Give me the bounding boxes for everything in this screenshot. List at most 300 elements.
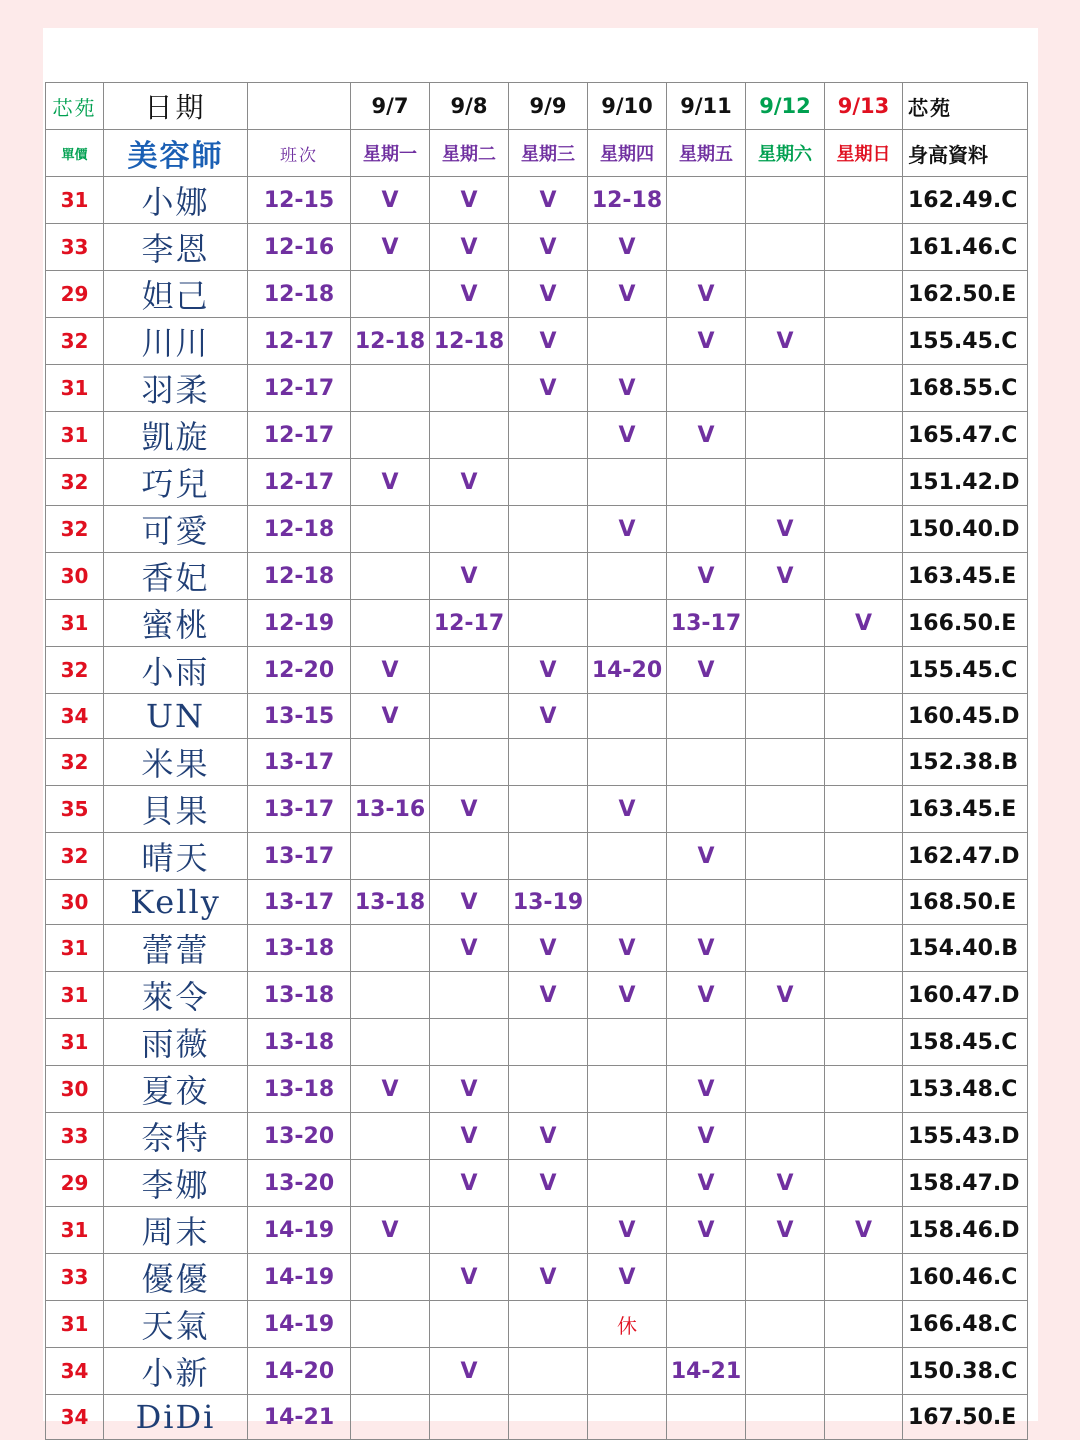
day-7-cell <box>825 1066 903 1113</box>
day-6-cell <box>746 1019 825 1066</box>
unit-price-cell: 31 <box>46 925 104 972</box>
day-2-cell: 12-18 <box>430 318 509 365</box>
day-5-cell <box>667 880 746 925</box>
day-5-cell <box>667 365 746 412</box>
day-3-cell: V <box>509 925 588 972</box>
shift-cell: 13-17 <box>248 880 351 925</box>
day-1-cell: V <box>351 1066 430 1113</box>
beautician-name-cell: 李娜 <box>104 1160 248 1207</box>
day-1-cell <box>351 506 430 553</box>
table-row <box>46 506 1028 553</box>
day-5-cell: V <box>667 925 746 972</box>
day-6-cell <box>746 1254 825 1301</box>
height-data-cell: 152.38.B <box>903 739 1028 786</box>
weekday-5: 星期五 <box>667 130 746 177</box>
day-7-cell <box>825 412 903 459</box>
table-row <box>46 177 1028 224</box>
day-2-cell: 12-17 <box>430 600 509 647</box>
day-6-cell <box>746 880 825 925</box>
table-row <box>46 880 1028 925</box>
table-row <box>46 1301 1028 1348</box>
day-4-cell: V <box>588 224 667 271</box>
day-3-cell: 13-19 <box>509 880 588 925</box>
day-3-cell <box>509 506 588 553</box>
day-3-cell: V <box>509 224 588 271</box>
day-3-cell: V <box>509 647 588 694</box>
table-row <box>46 553 1028 600</box>
beautician-name-cell: 巧兒 <box>104 459 248 506</box>
day-5-cell <box>667 177 746 224</box>
day-6-cell <box>746 647 825 694</box>
beautician-name-cell: 小新 <box>104 1348 248 1395</box>
day-7-cell <box>825 459 903 506</box>
day-1-cell <box>351 739 430 786</box>
day-5-cell: V <box>667 972 746 1019</box>
table-row <box>46 694 1028 739</box>
day-2-cell: V <box>430 224 509 271</box>
day-3-cell <box>509 412 588 459</box>
table-row <box>46 739 1028 786</box>
header-row-labels <box>46 130 1028 177</box>
shift-cell: 12-17 <box>248 365 351 412</box>
shift-cell: 13-20 <box>248 1113 351 1160</box>
day-6-cell <box>746 1113 825 1160</box>
height-data-cell: 160.47.D <box>903 972 1028 1019</box>
day-6-cell <box>746 786 825 833</box>
shift-cell: 12-19 <box>248 600 351 647</box>
beautician-name-cell: 米果 <box>104 739 248 786</box>
beautician-name-cell: UN <box>104 694 248 739</box>
day-4-cell <box>588 553 667 600</box>
date-1: 9/7 <box>351 83 430 130</box>
weekday-3: 星期三 <box>509 130 588 177</box>
day-4-cell <box>588 459 667 506</box>
day-1-cell: V <box>351 459 430 506</box>
height-data-cell: 162.47.D <box>903 833 1028 880</box>
header-blank-cell <box>248 83 351 130</box>
day-6-cell <box>746 365 825 412</box>
brand-right: 芯苑 <box>903 83 1028 130</box>
day-1-cell: 13-18 <box>351 880 430 925</box>
height-data-cell: 161.46.C <box>903 224 1028 271</box>
day-4-cell: 12-18 <box>588 177 667 224</box>
day-6-cell <box>746 925 825 972</box>
day-2-cell: V <box>430 880 509 925</box>
unit-price-cell: 30 <box>46 553 104 600</box>
day-1-cell <box>351 600 430 647</box>
day-5-cell: 14-21 <box>667 1348 746 1395</box>
day-5-cell: V <box>667 1066 746 1113</box>
height-data-cell: 155.45.C <box>903 318 1028 365</box>
height-data-cell: 168.55.C <box>903 365 1028 412</box>
day-5-cell <box>667 224 746 271</box>
beautician-name-cell: 小娜 <box>104 177 248 224</box>
day-5-cell <box>667 1019 746 1066</box>
weekday-7: 星期日 <box>825 130 903 177</box>
table-row <box>46 1395 1028 1440</box>
table-row <box>46 833 1028 880</box>
shift-cell: 14-21 <box>248 1395 351 1440</box>
height-data-cell: 151.42.D <box>903 459 1028 506</box>
day-3-cell: V <box>509 1254 588 1301</box>
height-data-cell: 162.49.C <box>903 177 1028 224</box>
beautician-name-cell: DiDi <box>104 1395 248 1440</box>
table-row <box>46 972 1028 1019</box>
day-4-cell <box>588 1113 667 1160</box>
unit-price-cell: 32 <box>46 506 104 553</box>
unit-price-cell: 34 <box>46 1348 104 1395</box>
height-label: 身高資料 <box>903 130 1028 177</box>
table-row <box>46 365 1028 412</box>
shift-cell: 14-19 <box>248 1254 351 1301</box>
shift-cell: 13-18 <box>248 925 351 972</box>
day-7-cell <box>825 925 903 972</box>
day-2-cell <box>430 1301 509 1348</box>
day-1-cell <box>351 1348 430 1395</box>
day-7-cell <box>825 739 903 786</box>
day-3-cell <box>509 459 588 506</box>
unit-price-cell: 32 <box>46 833 104 880</box>
day-1-cell <box>351 925 430 972</box>
day-6-cell <box>746 1301 825 1348</box>
beautician-name-cell: 香妃 <box>104 553 248 600</box>
day-4-cell: V <box>588 972 667 1019</box>
day-1-cell <box>351 1160 430 1207</box>
unit-price-cell: 30 <box>46 1066 104 1113</box>
shift-cell: 12-15 <box>248 177 351 224</box>
day-2-cell <box>430 739 509 786</box>
table-row <box>46 412 1028 459</box>
day-3-cell <box>509 786 588 833</box>
beautician-name-cell: 凱旋 <box>104 412 248 459</box>
day-1-cell <box>351 365 430 412</box>
unit-price-cell: 31 <box>46 177 104 224</box>
day-3-cell <box>509 553 588 600</box>
day-5-cell: V <box>667 1113 746 1160</box>
weekday-1: 星期一 <box>351 130 430 177</box>
shift-cell: 13-15 <box>248 694 351 739</box>
date-4: 9/10 <box>588 83 667 130</box>
table-row <box>46 271 1028 318</box>
day-7-cell <box>825 224 903 271</box>
unit-price-cell: 34 <box>46 1395 104 1440</box>
beautician-name-cell: 川川 <box>104 318 248 365</box>
day-7-cell <box>825 177 903 224</box>
day-7-cell <box>825 1113 903 1160</box>
day-2-cell <box>430 647 509 694</box>
day-1-cell <box>351 412 430 459</box>
height-data-cell: 166.50.E <box>903 600 1028 647</box>
day-7-cell <box>825 786 903 833</box>
unit-price-cell: 34 <box>46 694 104 739</box>
beautician-name-cell: 奈特 <box>104 1113 248 1160</box>
day-1-cell <box>351 1301 430 1348</box>
day-1-cell <box>351 553 430 600</box>
day-7-cell <box>825 271 903 318</box>
day-5-cell <box>667 1301 746 1348</box>
day-4-cell: V <box>588 1254 667 1301</box>
day-6-cell: V <box>746 318 825 365</box>
day-2-cell: V <box>430 459 509 506</box>
unit-price-cell: 31 <box>46 1207 104 1254</box>
beautician-name-cell: 妲己 <box>104 271 248 318</box>
height-data-cell: 154.40.B <box>903 925 1028 972</box>
day-4-cell: 14-20 <box>588 647 667 694</box>
day-6-cell <box>746 1066 825 1113</box>
day-1-cell: V <box>351 694 430 739</box>
day-4-cell <box>588 694 667 739</box>
height-data-cell: 150.40.D <box>903 506 1028 553</box>
day-2-cell <box>430 972 509 1019</box>
unit-price-cell: 35 <box>46 786 104 833</box>
day-7-cell <box>825 833 903 880</box>
day-3-cell: V <box>509 365 588 412</box>
beautician-name-cell: Kelly <box>104 880 248 925</box>
unit-price-cell: 33 <box>46 224 104 271</box>
day-2-cell <box>430 506 509 553</box>
day-7-cell <box>825 318 903 365</box>
day-4-cell <box>588 1348 667 1395</box>
day-4-cell: V <box>588 786 667 833</box>
height-data-cell: 162.50.E <box>903 271 1028 318</box>
shift-cell: 13-17 <box>248 739 351 786</box>
unit-price-cell: 32 <box>46 459 104 506</box>
day-6-cell <box>746 600 825 647</box>
day-7-cell <box>825 365 903 412</box>
unit-price-cell: 32 <box>46 318 104 365</box>
table-row <box>46 925 1028 972</box>
date-6: 9/12 <box>746 83 825 130</box>
height-data-cell: 168.50.E <box>903 880 1028 925</box>
day-4-cell: V <box>588 925 667 972</box>
day-5-cell: V <box>667 833 746 880</box>
weekday-4: 星期四 <box>588 130 667 177</box>
day-7-cell <box>825 694 903 739</box>
day-7-cell <box>825 506 903 553</box>
day-4-cell <box>588 600 667 647</box>
day-7-cell <box>825 1301 903 1348</box>
day-4-cell: V <box>588 365 667 412</box>
shift-cell: 12-20 <box>248 647 351 694</box>
day-7-cell <box>825 647 903 694</box>
day-6-cell <box>746 694 825 739</box>
date-5: 9/11 <box>667 83 746 130</box>
beautician-name-cell: 可愛 <box>104 506 248 553</box>
header-row-dates <box>46 83 1028 130</box>
day-2-cell <box>430 694 509 739</box>
day-4-cell <box>588 833 667 880</box>
day-3-cell: V <box>509 271 588 318</box>
day-4-cell <box>588 1019 667 1066</box>
day-5-cell <box>667 1254 746 1301</box>
shift-cell: 12-16 <box>248 224 351 271</box>
day-3-cell: V <box>509 972 588 1019</box>
day-6-cell <box>746 412 825 459</box>
beautician-name-cell: 蜜桃 <box>104 600 248 647</box>
day-5-cell: 13-17 <box>667 600 746 647</box>
shift-cell: 14-19 <box>248 1301 351 1348</box>
table-row <box>46 318 1028 365</box>
day-2-cell: V <box>430 786 509 833</box>
day-5-cell <box>667 694 746 739</box>
day-7-cell <box>825 1019 903 1066</box>
day-1-cell <box>351 1113 430 1160</box>
day-6-cell <box>746 224 825 271</box>
day-7-cell <box>825 1348 903 1395</box>
day-3-cell <box>509 1207 588 1254</box>
day-1-cell: V <box>351 224 430 271</box>
day-3-cell <box>509 1348 588 1395</box>
day-1-cell: 12-18 <box>351 318 430 365</box>
day-7-cell <box>825 1395 903 1440</box>
day-4-cell <box>588 318 667 365</box>
shift-label: 班次 <box>248 130 351 177</box>
unit-price-label: 單價 <box>46 130 104 177</box>
shift-cell: 12-18 <box>248 553 351 600</box>
table-row <box>46 600 1028 647</box>
day-2-cell <box>430 412 509 459</box>
day-6-cell: V <box>746 1207 825 1254</box>
table-row <box>46 647 1028 694</box>
table-row <box>46 1348 1028 1395</box>
day-6-cell <box>746 1348 825 1395</box>
shift-cell: 14-19 <box>248 1207 351 1254</box>
day-5-cell <box>667 506 746 553</box>
unit-price-cell: 31 <box>46 1019 104 1066</box>
day-4-cell <box>588 1160 667 1207</box>
day-7-cell <box>825 1254 903 1301</box>
day-3-cell <box>509 1395 588 1440</box>
height-data-cell: 167.50.E <box>903 1395 1028 1440</box>
day-3-cell <box>509 833 588 880</box>
day-5-cell: V <box>667 1207 746 1254</box>
shift-cell: 13-17 <box>248 786 351 833</box>
day-5-cell: V <box>667 553 746 600</box>
day-1-cell <box>351 1395 430 1440</box>
date-3: 9/9 <box>509 83 588 130</box>
day-3-cell: V <box>509 318 588 365</box>
table-row <box>46 1066 1028 1113</box>
unit-price-cell: 29 <box>46 271 104 318</box>
day-6-cell <box>746 177 825 224</box>
day-2-cell: V <box>430 1254 509 1301</box>
day-6-cell <box>746 271 825 318</box>
table-row <box>46 1113 1028 1160</box>
height-data-cell: 160.46.C <box>903 1254 1028 1301</box>
day-3-cell <box>509 739 588 786</box>
height-data-cell: 163.45.E <box>903 553 1028 600</box>
beautician-name-cell: 羽柔 <box>104 365 248 412</box>
day-4-cell <box>588 1395 667 1440</box>
day-1-cell <box>351 271 430 318</box>
day-3-cell <box>509 600 588 647</box>
day-1-cell: V <box>351 177 430 224</box>
day-2-cell <box>430 1207 509 1254</box>
day-2-cell: V <box>430 1113 509 1160</box>
height-data-cell: 153.48.C <box>903 1066 1028 1113</box>
table-row <box>46 224 1028 271</box>
day-5-cell: V <box>667 647 746 694</box>
unit-price-cell: 33 <box>46 1254 104 1301</box>
weekday-2: 星期二 <box>430 130 509 177</box>
day-2-cell <box>430 833 509 880</box>
height-data-cell: 158.46.D <box>903 1207 1028 1254</box>
beautician-name-cell: 雨薇 <box>104 1019 248 1066</box>
unit-price-cell: 31 <box>46 365 104 412</box>
height-data-cell: 158.45.C <box>903 1019 1028 1066</box>
day-3-cell <box>509 1301 588 1348</box>
height-data-cell: 165.47.C <box>903 412 1028 459</box>
weekday-6: 星期六 <box>746 130 825 177</box>
day-2-cell: V <box>430 925 509 972</box>
beautician-name-cell: 萊令 <box>104 972 248 1019</box>
day-6-cell: V <box>746 972 825 1019</box>
beautician-name-cell: 周末 <box>104 1207 248 1254</box>
unit-price-cell: 31 <box>46 1301 104 1348</box>
unit-price-cell: 30 <box>46 880 104 925</box>
height-data-cell: 150.38.C <box>903 1348 1028 1395</box>
beautician-name-cell: 貝果 <box>104 786 248 833</box>
day-3-cell: V <box>509 694 588 739</box>
unit-price-cell: 32 <box>46 739 104 786</box>
height-data-cell: 163.45.E <box>903 786 1028 833</box>
day-6-cell: V <box>746 1160 825 1207</box>
unit-price-cell: 29 <box>46 1160 104 1207</box>
beautician-name-cell: 蕾蕾 <box>104 925 248 972</box>
beautician-name-cell: 晴天 <box>104 833 248 880</box>
day-1-cell <box>351 1019 430 1066</box>
shift-cell: 12-17 <box>248 459 351 506</box>
date-7: 9/13 <box>825 83 903 130</box>
day-4-cell: 休 <box>588 1301 667 1348</box>
day-4-cell: V <box>588 506 667 553</box>
shift-cell: 13-18 <box>248 1019 351 1066</box>
unit-price-cell: 31 <box>46 412 104 459</box>
height-data-cell: 166.48.C <box>903 1301 1028 1348</box>
day-3-cell: V <box>509 177 588 224</box>
day-5-cell <box>667 459 746 506</box>
unit-price-cell: 31 <box>46 972 104 1019</box>
day-1-cell: V <box>351 1207 430 1254</box>
date-label: 日期 <box>104 83 248 130</box>
day-4-cell: V <box>588 412 667 459</box>
height-data-cell: 155.45.C <box>903 647 1028 694</box>
height-data-cell: 155.43.D <box>903 1113 1028 1160</box>
day-1-cell <box>351 833 430 880</box>
day-5-cell: V <box>667 271 746 318</box>
day-5-cell <box>667 739 746 786</box>
day-1-cell: V <box>351 647 430 694</box>
day-4-cell: V <box>588 1207 667 1254</box>
shift-cell: 13-18 <box>248 972 351 1019</box>
day-2-cell: V <box>430 177 509 224</box>
beautician-label: 美容師 <box>104 130 248 177</box>
day-4-cell <box>588 739 667 786</box>
day-7-cell <box>825 972 903 1019</box>
beautician-name-cell: 李恩 <box>104 224 248 271</box>
day-3-cell: V <box>509 1113 588 1160</box>
day-2-cell <box>430 1019 509 1066</box>
day-5-cell: V <box>667 412 746 459</box>
beautician-name-cell: 優優 <box>104 1254 248 1301</box>
day-2-cell <box>430 365 509 412</box>
day-2-cell: V <box>430 1066 509 1113</box>
day-7-cell: V <box>825 600 903 647</box>
unit-price-cell: 32 <box>46 647 104 694</box>
day-6-cell <box>746 739 825 786</box>
day-4-cell <box>588 880 667 925</box>
table-row <box>46 1160 1028 1207</box>
